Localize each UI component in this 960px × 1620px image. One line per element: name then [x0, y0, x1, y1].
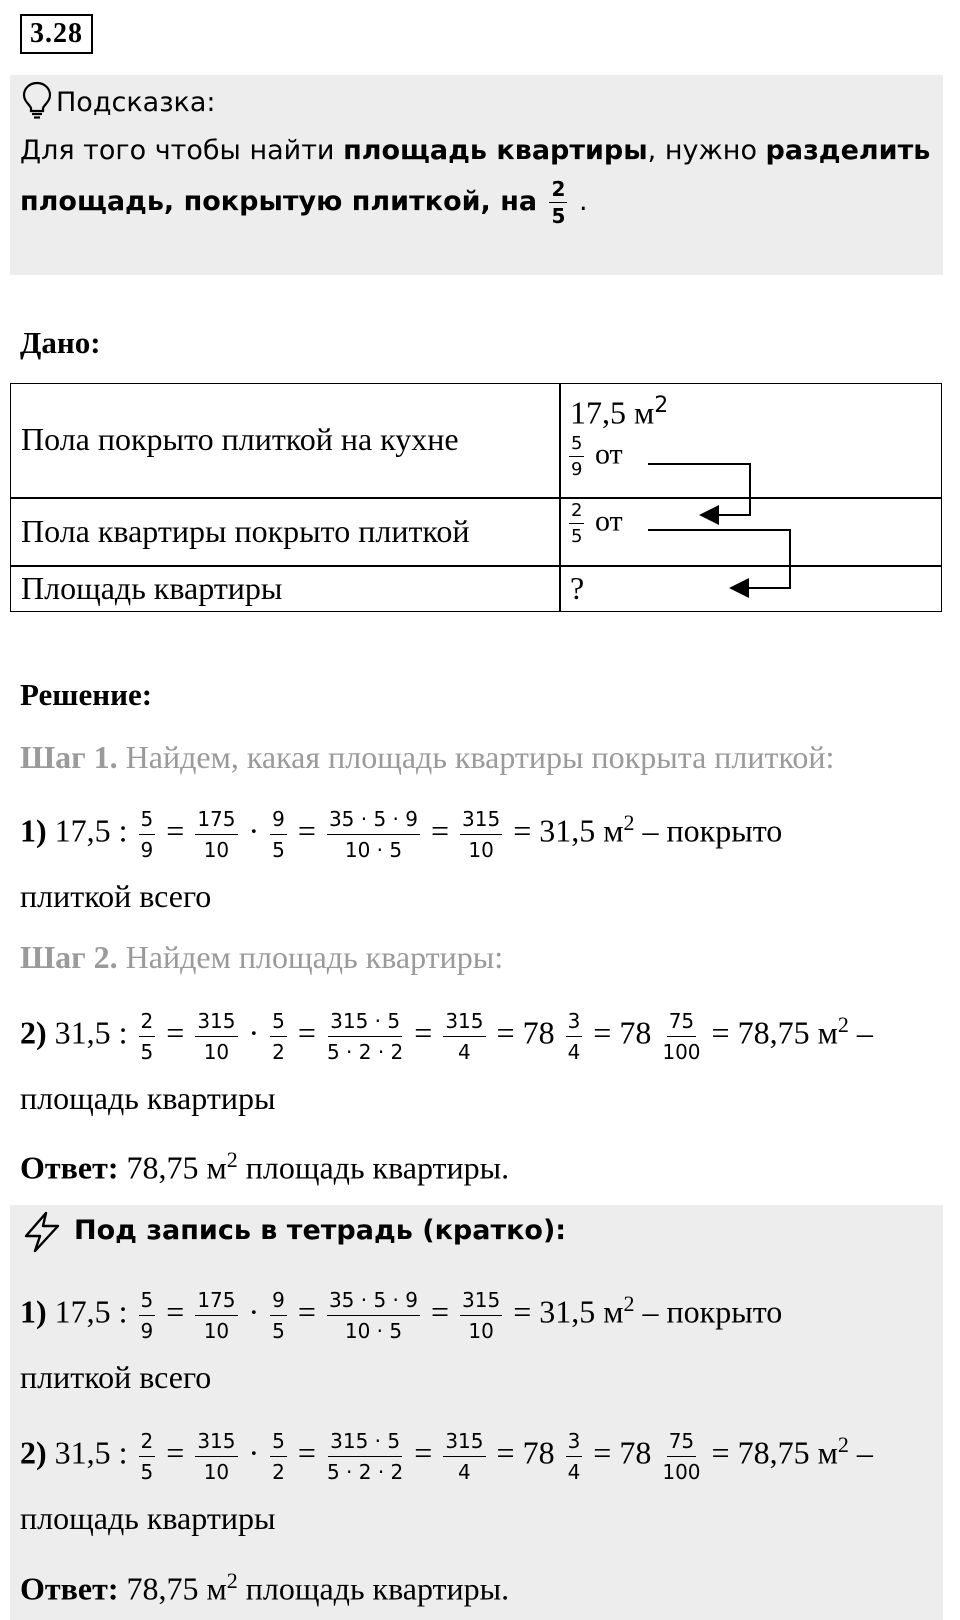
- hint-text: Для того чтобы найти: [20, 135, 344, 166]
- hint-bold-text: разделить: [765, 135, 931, 166]
- given-row-label: Пола квартиры покрыто плиткой: [21, 513, 470, 549]
- equation-2-cont: площадь квартиры: [20, 1080, 276, 1116]
- equation-1: 1) 17,5 : $\frac{5}{9}$ = $\frac{175}{10}$ · $\frac{9}{5}$ = $\frac{35 \cdot 5 \cdot 9}{10 \cdot 5}$ = $\frac{315}{10}$ = 31,5 $м^2$ – покрыто: [20, 806, 783, 862]
- relation-arrows: [0, 0, 960, 620]
- given-row-label: Площадь квартиры: [21, 570, 283, 606]
- given-row-fraction: $\frac{5}{9}$ от: [571, 433, 623, 480]
- given-row-label: Пола покрыто плиткой на кухне: [21, 421, 459, 457]
- given-heading: Дано:: [20, 325, 101, 360]
- step-2: Шаг 2. Найдем площадь квартиры:: [20, 939, 504, 975]
- given-row-fraction: $\frac{2}{5}$ от: [571, 500, 623, 547]
- notebook-equation-2-cont: площадь квартиры: [20, 1500, 276, 1536]
- equation-2: 2) 31,5 : $\frac{2}{5}$ = $\frac{315}{10}$ · $\frac{5}{2}$ = $\frac{315 \cdot 5}{5 \cdot 2 \cdot 2}$ = $\frac{315}{4}$ = 78 $\frac{3}{4}$ = 78 $\frac{75}{100}$ = 78,75 $м^2$ –: [20, 1008, 873, 1064]
- hint-title: Подсказка:: [56, 87, 216, 118]
- solution-heading: Решение:: [20, 677, 153, 712]
- hint-fraction: $\frac{2}{5}$: [551, 177, 566, 228]
- answer: Ответ: 78,75 $м^2$ площадь квартиры.: [20, 1147, 510, 1186]
- hint-text: , нужно: [647, 135, 766, 166]
- hint-text: .: [579, 186, 588, 217]
- task-number: 3.28: [20, 14, 93, 54]
- notebook-panel: [10, 1205, 943, 1620]
- equation-1-cont: плиткой всего: [20, 878, 212, 914]
- arrow: [648, 530, 790, 588]
- hint-bold-text: площадь квартиры: [343, 135, 648, 166]
- hint-bold-text: площадь, покрытую плиткой, на: [20, 186, 547, 217]
- given-row-value: ?: [570, 570, 585, 606]
- notebook-equation-1-cont: плиткой всего: [20, 1359, 212, 1395]
- lightning-icon: [20, 1210, 64, 1254]
- notebook-equation-1: 1) 17,5 : $\frac{5}{9}$ = $\frac{175}{10}$ · $\frac{9}{5}$ = $\frac{35 \cdot 5 \cdot 9}{10 \cdot 5}$ = $\frac{315}{10}$ = 31,5 $м^2$ – покрыто: [20, 1287, 783, 1343]
- step-1: Шаг 1. Найдем, какая площадь квартиры покрыта плиткой:: [20, 739, 835, 775]
- notebook-title: Под запись в тетрадь (кратко):: [74, 1215, 567, 1246]
- notebook-answer: Ответ: 78,75 $м^2$ площадь квартиры.: [20, 1568, 510, 1607]
- given-row-value: 17,5 $м^2$: [570, 393, 669, 431]
- notebook-equation-2: 2) 31,5 : $\frac{2}{5}$ = $\frac{315}{10}$ · $\frac{5}{2}$ = $\frac{315 \cdot 5}{5 \cdot 2 \cdot 2}$ = $\frac{315}{4}$ = 78 $\frac{3}{4}$ = 78 $\frac{75}{100}$ = 78,75 $м^2$ –: [20, 1428, 873, 1484]
- arrow: [648, 464, 750, 515]
